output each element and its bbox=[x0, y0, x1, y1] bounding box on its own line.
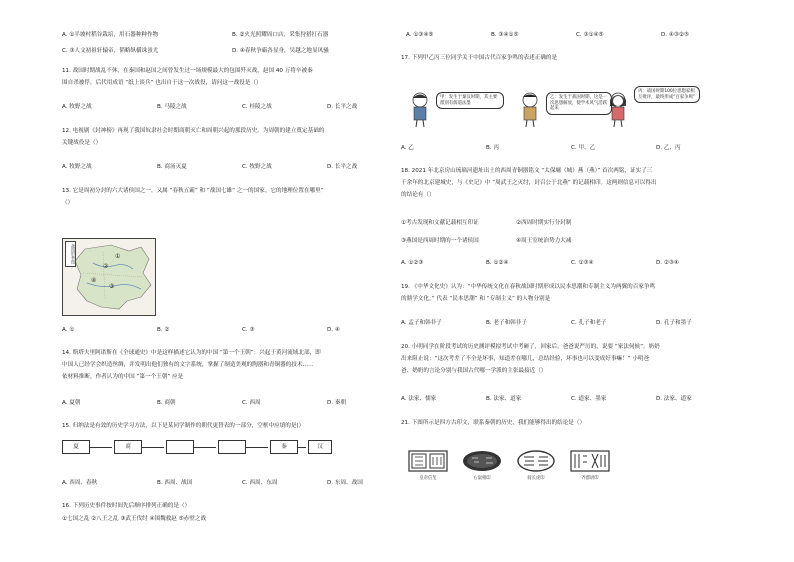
q20-option-a[interactable]: A. 法家、儒家 bbox=[401, 396, 437, 402]
q19-option-c[interactable]: C. 孔子和老子 bbox=[571, 320, 607, 326]
q18-option-d[interactable]: D. ②③④ bbox=[656, 260, 679, 266]
q12-option-d[interactable]: D. 长平之战 bbox=[327, 164, 358, 170]
q18-option-a[interactable]: A. ①②③ bbox=[401, 260, 424, 266]
q15-option-c[interactable]: C. 西周、东周 bbox=[242, 480, 278, 486]
q12-option-c[interactable]: C. 牧野之战 bbox=[242, 164, 272, 170]
q18-statement-1: ①考古发现和文献记载相互印证 bbox=[401, 220, 479, 226]
q15-option-a[interactable]: A. 西周、春秋 bbox=[62, 480, 98, 486]
q14-stem-line2: 中国人已经学会织造丝绸，并发明出他们独有的文字系统，掌握了制造美观的陶器和青铜器的技术…… bbox=[62, 362, 314, 368]
q11-option-c[interactable]: C. 桂陵之战 bbox=[242, 104, 272, 110]
seal-images bbox=[408, 450, 628, 500]
q16-stem-line2: ①七国之乱 ②八王之乱 ③武王伐纣 ④围魏救赵 ⑤赤壁之战 bbox=[62, 516, 207, 522]
q20-stem-line3: 爸、奶奶的言论分别与我国古代哪一学派的主张最接近（） bbox=[401, 368, 547, 374]
q18-statement-2: ②西周时期实行分封制 bbox=[516, 220, 572, 226]
q12-stem-line2: 关键战役是（） bbox=[62, 140, 102, 146]
q20-stem-line1: 20. 小明同学在阶段考试的历史测评模拟考试中考砸了，回家后，爸爸说严厉的，说要 “家法伺候”。奶奶 bbox=[401, 344, 660, 350]
seal-1-caption: 皇帝信玺 bbox=[419, 476, 437, 481]
seal-4-caption: 齐郡尉印 bbox=[581, 476, 599, 481]
warring-states-map bbox=[62, 238, 156, 316]
dynasty-flow bbox=[62, 440, 332, 454]
q20-option-d[interactable]: D. 法家、道家 bbox=[656, 396, 692, 402]
q17-option-c[interactable]: C. 甲、乙 bbox=[571, 145, 596, 151]
q19-option-d[interactable]: D. 孔子和墨子 bbox=[656, 320, 692, 326]
flow-connector bbox=[90, 447, 112, 448]
seal-3-caption: 骑长虎印 bbox=[527, 476, 545, 481]
q11-stem-line2: 围自杀被俘，后代用成语 “纸上谈兵” 也出自于这一次战役，请问这一战役是（） bbox=[62, 80, 262, 86]
q19-stem-line1: 19. 《中华文化史》认为：“中华传统文化在春秋战国时期形成以民本思潮和专制主义为两翼的百家争鸣 bbox=[401, 284, 656, 290]
left-column bbox=[62, 0, 402, 562]
seal-2-image bbox=[462, 450, 502, 472]
q11-stem-line1: 11. 战国时期战乱不休，在秦国和赵国之间曾发生过一场规模最大的包围歼灭战，赵国 40 万将卒被秦 bbox=[62, 68, 313, 74]
q18-option-c[interactable]: C. ①③④ bbox=[571, 260, 594, 266]
q13-option-c[interactable]: C. ③ bbox=[242, 327, 255, 333]
map-marker-3: ③ bbox=[109, 283, 115, 290]
flow-box-han: 汉 bbox=[308, 440, 332, 454]
q17-option-b[interactable]: B. 丙 bbox=[486, 145, 499, 151]
seal-3-image bbox=[516, 450, 556, 472]
q13-option-a[interactable]: A. ① bbox=[62, 327, 75, 333]
flow-connector bbox=[298, 447, 306, 448]
q20-option-b[interactable]: B. 法家、道家 bbox=[486, 396, 522, 402]
q16-option-b[interactable]: B. ③④①⑤ bbox=[491, 32, 519, 38]
q13-stem-line2: （） bbox=[62, 200, 74, 206]
student-cartoon-bing bbox=[606, 92, 630, 128]
q15-option-d[interactable]: D. 东周、战国 bbox=[327, 480, 363, 486]
q13-option-d[interactable]: D. ④ bbox=[327, 327, 340, 333]
student-cartoon-jia bbox=[408, 92, 432, 128]
q15-stem-line1: 15. 归纳法是有效的历史学习方法，以下是某同学制作的朝代更替表的一部分，空框中应填的是(） bbox=[62, 423, 305, 429]
q10-option-b[interactable]: B. ②火光照耀周口店，采集狩猎打石器 bbox=[232, 32, 329, 38]
q12-stem-line1: 12. 电视剧《封神榜》再现了我国奴隶社会时期商朝灭亡和周朝兴起的那段历史。为周朝的建立奠定基础的 bbox=[62, 128, 325, 134]
q19-stem-line2: 的鼎学文化。” 代表 “民本思潮” 和 “专制主义” 的人物分别是 bbox=[401, 296, 551, 302]
map-marker-2: ② bbox=[103, 263, 109, 270]
q11-option-d[interactable]: D. 长平之战 bbox=[327, 104, 358, 110]
q20-option-c[interactable]: C. 道家、墨家 bbox=[571, 396, 607, 402]
q12-option-b[interactable]: B. 商汤灭夏 bbox=[157, 164, 187, 170]
flow-box-qin: 秦 bbox=[270, 440, 298, 454]
q21-stem-line1: 21. 下图所示是四方古印文，联系秦朝的历史，我们能够得出的结论是（） bbox=[401, 420, 586, 426]
q10-option-a[interactable]: A. ①半坡村稻谷栽培，用石器种种作物 bbox=[62, 32, 159, 38]
q20-stem-line2: 出来阻止说：“这次考差了不全是坏事，知道差在哪儿，总结经验，坏事也可以变成好事嘛！” 小明爸 bbox=[401, 356, 650, 362]
q10-option-c[interactable]: C. ③人文初祖轩辕帝，韬略纵横诛蚩尤 bbox=[62, 48, 159, 54]
q19-option-a[interactable]: A. 孟子和韩非子 bbox=[401, 320, 442, 326]
q15-option-b[interactable]: B. 西周、战国 bbox=[157, 480, 193, 486]
q17-option-d[interactable]: D. 乙、丙 bbox=[656, 145, 681, 151]
q18-stem-line2: 千余年的北京建城史，与《史记》中 “周武王之灭纣，封召公于北燕” 的记载相印。这两则信息可以得出 bbox=[401, 180, 657, 186]
q13-option-b[interactable]: B. ② bbox=[157, 327, 170, 333]
q18-statement-4: ④周王室统治势力大减 bbox=[516, 238, 572, 244]
q14-stem-line3: 依材料推断，作者认为的中国 “第一个王朝” 应是 bbox=[62, 374, 184, 380]
q18-option-b[interactable]: B. ①②④ bbox=[486, 260, 509, 266]
q14-option-a[interactable]: A. 夏朝 bbox=[62, 400, 81, 406]
q14-option-b[interactable]: B. 商朝 bbox=[157, 400, 176, 406]
speech-bubble-yi: 乙：发生于战国时期，这是一次思想解放，使学术风气活跃起来 bbox=[546, 92, 612, 115]
q16-stem-line1: 16. 下列历史事件按时间先后顺序排列正确的是（） bbox=[62, 503, 191, 509]
q14-stem-line1: 14. 斯塔夫里阿诺斯在《全球通史》中是这样描述它认为的中国 “第一个王朝”：兴起于黄河流域北部，即 bbox=[62, 350, 321, 356]
map-marker-4: ④ bbox=[91, 277, 97, 284]
q16-option-c[interactable]: C. ③①④⑤ bbox=[576, 32, 604, 38]
q10-option-d[interactable]: D. ④春秋争霸各显身，吴越之地显风骚 bbox=[232, 48, 329, 54]
seal-2-caption: 右鼠相印 bbox=[473, 476, 491, 481]
map-marker-1: ① bbox=[115, 253, 121, 260]
q14-option-d[interactable]: D. 秦朝 bbox=[327, 400, 347, 406]
q18-stem-line1: 18. 2021 年北京房山琉璃河遗址出土的西周青铜器铭文 “太保墉（城）燕（燕）” 首次两铭，证实了三 bbox=[401, 168, 653, 174]
student-cartoon-yi bbox=[518, 92, 542, 128]
map-title-box: 战国形势图 bbox=[65, 241, 76, 267]
flow-box-blank-2[interactable] bbox=[218, 440, 246, 454]
right-column bbox=[401, 0, 746, 562]
speech-bubble-jia: 甲：发生于秦汉时期，其主要派别有儒道法墨 bbox=[436, 92, 504, 109]
flow-connector bbox=[142, 447, 164, 448]
q17-option-a[interactable]: A. 乙 bbox=[401, 145, 414, 151]
seal-4-image bbox=[570, 450, 610, 472]
q16-option-d[interactable]: D. ④③②⑤ bbox=[661, 32, 689, 38]
q16-option-a[interactable]: A. ①③④⑤ bbox=[406, 32, 434, 38]
flow-box-shang: 商 bbox=[114, 440, 142, 454]
speech-bubble-bing: 丙：战国时期100位思想家相互批评，最终形成“百家争鸣” bbox=[634, 86, 700, 103]
flow-box-blank-1[interactable] bbox=[166, 440, 194, 454]
flow-connector bbox=[246, 447, 268, 448]
q13-stem-line1: 13. 它是周初分封的六大诸侯国之一，又属 “春秋五霸” 和 “战国七雄” 之一的国家。它的地理位置在哪里” bbox=[62, 188, 324, 194]
q12-option-a[interactable]: A. 牧野之战 bbox=[62, 164, 92, 170]
flow-connector bbox=[194, 447, 216, 448]
q14-option-c[interactable]: C. 西周 bbox=[242, 400, 261, 406]
flow-box-xia: 夏 bbox=[62, 440, 90, 454]
q18-statement-3: ③燕国是西周时期的一个诸侯国 bbox=[401, 238, 479, 244]
seal-1-image bbox=[408, 450, 448, 472]
q17-stem-line1: 17. 下列甲乙丙三位同学关于中国古代百家争鸣的表述正确的是 bbox=[401, 55, 558, 61]
q11-option-a[interactable]: A. 牧野之战 bbox=[62, 104, 92, 110]
q19-option-b[interactable]: B. 老子和韩非子 bbox=[486, 320, 527, 326]
q18-stem-line3: 的结论有（） bbox=[401, 192, 435, 198]
q11-option-b[interactable]: B. 马陵之战 bbox=[157, 104, 187, 110]
